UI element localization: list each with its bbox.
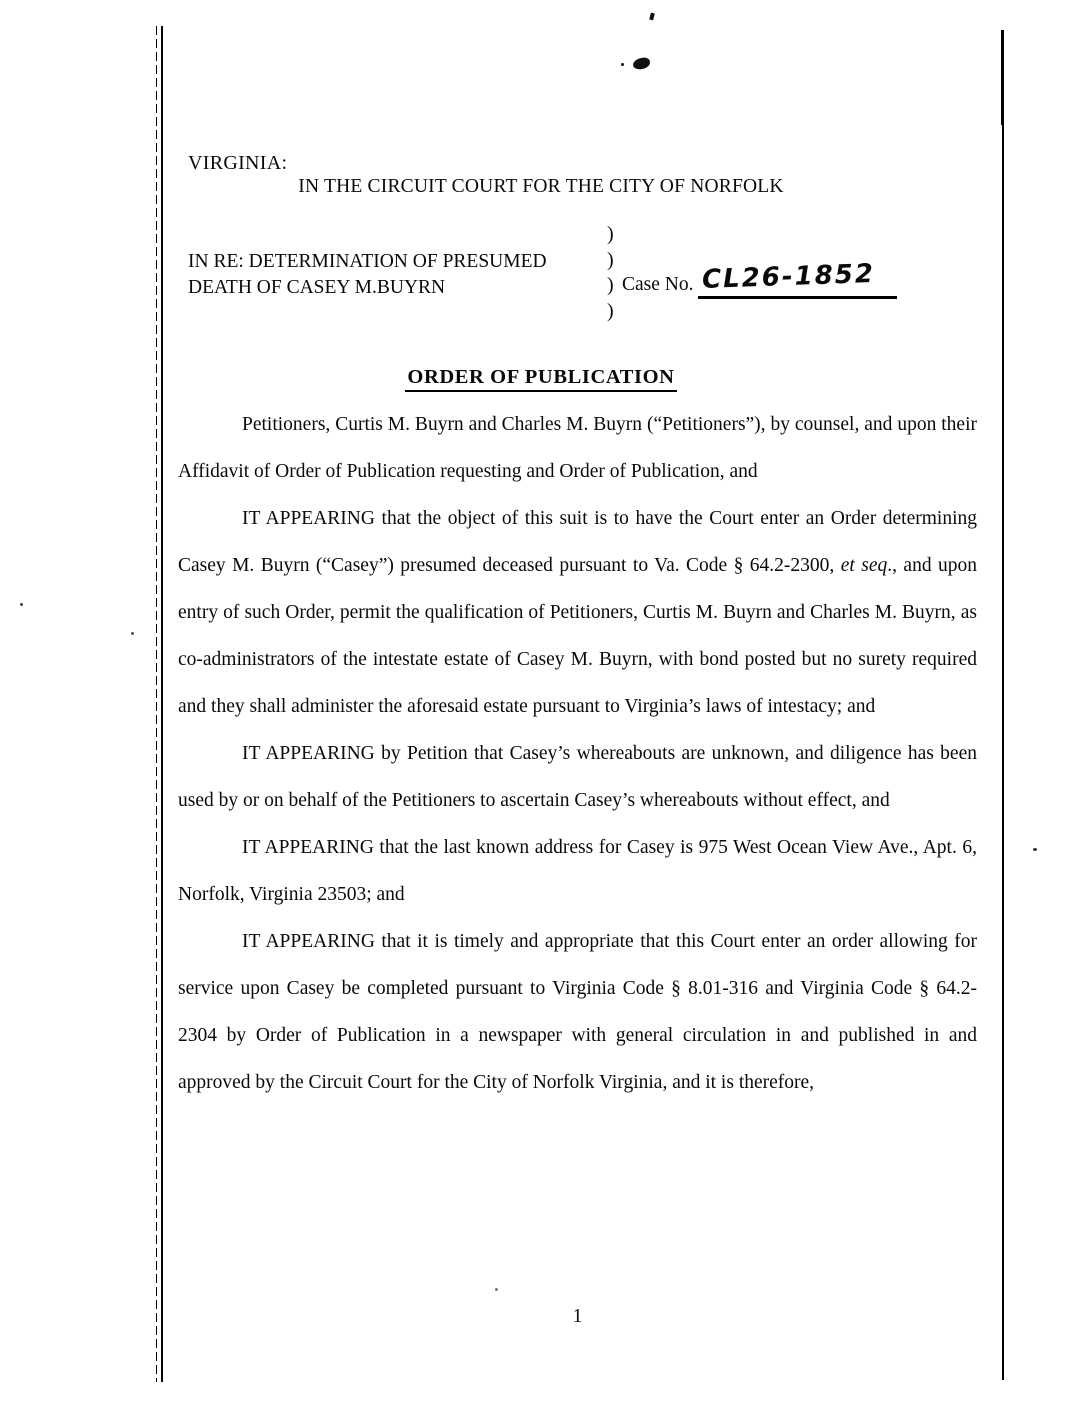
scan-edge-line-right [1002,30,1004,1380]
page-number: 1 [572,1306,583,1327]
court-header: IN THE CIRCUIT COURT FOR THE CITY OF NORFOLK [298,176,784,197]
case-number-underline [698,296,897,299]
caption-party-block [188,249,547,301]
document-title: ORDER OF PUBLICATION [0,366,1082,392]
paragraph-2 [178,495,977,730]
paragraph-4: IT APPEARING that the last known address for Casey is 975 West Ocean View Ave., Apt. 6, Norfolk, Virginia 23503; and [178,837,977,905]
case-number-handwritten-value: CL26-1852 [701,258,876,296]
scan-artifact-smudge [632,57,650,70]
caption-party-line1: IN RE: DETERMINATION OF PRESUMED [188,251,547,272]
scan-edge-line-left-outer [156,26,157,1382]
paragraph-3: IT APPEARING by Petition that Casey’s whereabouts are unknown, and diligence has been used by or on behalf of the Petitioners to ascertain Casey’s whereabouts without effect, and [178,743,977,811]
caption-paren: ) [607,274,614,296]
paragraph-5: IT APPEARING that it is timely and appropriate that this Court enter an order allowing for service upon Casey be completed pursuant to Virginia Code § 8.01-316 and Virginia Code § 64.2-2304 by Order of Publication in a newspaper with general circulation in and published in and approved by the Circuit Court for the City of Norfolk Virginia, and it is therefore, [178,931,977,1093]
scan-edge-line-right-top [1001,30,1004,125]
scan-edge-line-left-inner [161,26,163,1382]
paragraph-2-post: ., and upon entry of such Order, permit the qualification of Petitioners, Curtis M. Buyrn and Charles M. Buyrn, as co-administrators of the intestate estate of Casey M. Buyrn, with bond posted but no surety required and they shall administer the aforesaid estate pursuant to Virginia’s laws of intestacy; and [178,555,977,717]
caption-party-line2: DEATH OF CASEY M.BUYRN [188,277,446,298]
scan-artifact-dot [131,632,134,635]
scan-artifact-tick [649,13,655,21]
state-header: VIRGINIA: [188,152,288,174]
scan-artifact-smudge-dot [621,63,624,66]
document-body [178,401,977,1106]
scan-artifact-dot [1033,848,1037,851]
caption-paren: ) [607,223,614,245]
caption-paren: ) [607,248,614,271]
scan-artifact-dot [495,1288,498,1291]
caption-paren-column [607,222,614,324]
paragraph-1: Petitioners, Curtis M. Buyrn and Charles M. Buyrn (“Petitioners”), by counsel, and upon their Affidavit of Order of Publication requesting and Order of Publication, and [178,414,977,482]
paragraph-2-pre: IT APPEARING that the object of this suit is to have the Court enter an Order determining Casey M. Buyrn (“Casey”) presumed deceased pursuant to Va. Code § 64.2-2300, [178,508,977,576]
caption-paren: ) [607,299,614,322]
paragraph-2-italic: et seq [840,555,888,576]
scan-artifact-dot [20,603,23,606]
case-number-label: Case No. [622,274,694,295]
